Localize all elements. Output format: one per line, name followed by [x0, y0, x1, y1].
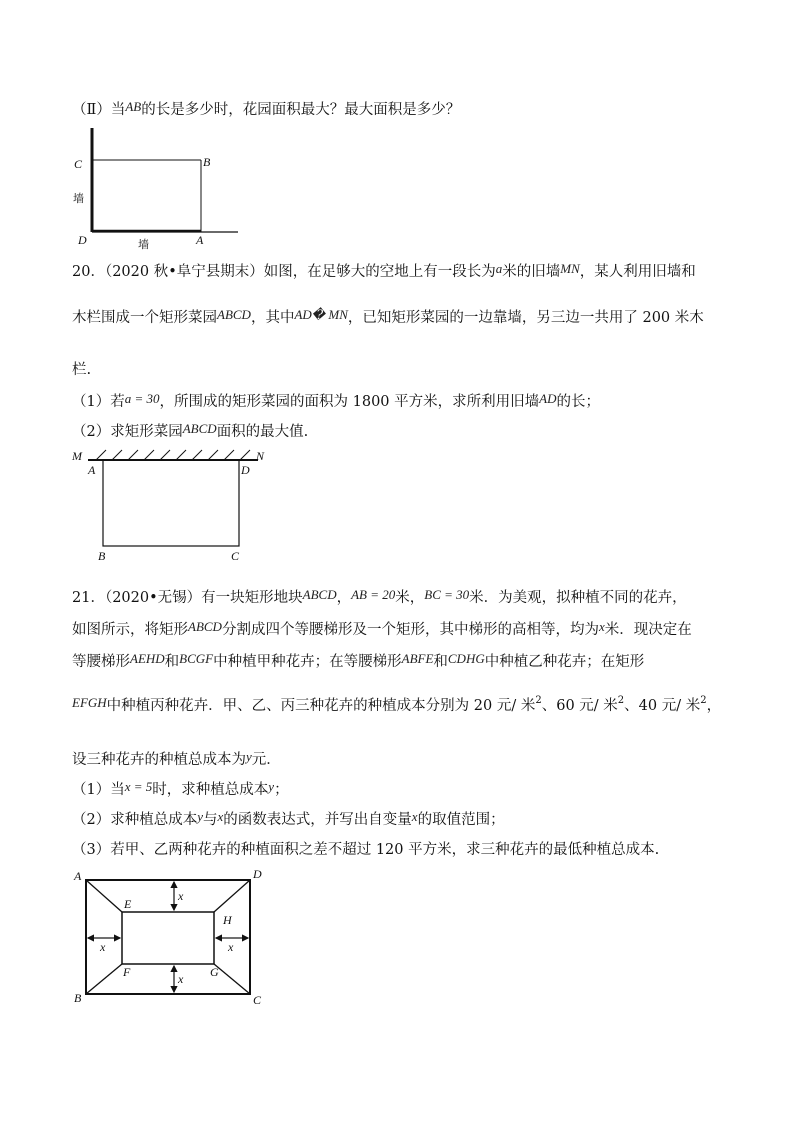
- q20-line2: 木栏围成一个矩形菜园ABCD，其中AD� MN，已知矩形菜园的一边靠墙，另三边一共用了 200 米木: [72, 307, 704, 326]
- q20-part2: （2）求矩形菜园ABCD面积的最大值.: [72, 421, 309, 440]
- q21-line1: 21．（2020•无锡）有一块矩形地块ABCD，AB = 20米，BC = 30米．为美观，拟种植不同的花卉，: [72, 587, 687, 606]
- label-c: C: [74, 157, 83, 171]
- q20-line1: 20．（2020 秋•阜宁县期末）如图，在足够大的空地上有一段长为a米的旧墙MN，某人利用旧墙和: [72, 261, 696, 280]
- figure-garden-walls: [70, 120, 250, 250]
- label-wall-left: 墙: [73, 192, 84, 205]
- label-x-left: x: [100, 940, 106, 954]
- q21-line3: 等腰梯形AEHD和BCGF中种植甲种花卉；在等腰梯形ABFE和CDHG中种植乙种花卉；在矩形: [72, 651, 645, 670]
- label-n: N: [256, 449, 265, 463]
- q21-part1: （1）当x = 5时，求种植总成本y；: [72, 779, 289, 798]
- q21-part2: （2）求种植总成本y与x的函数表达式，并写出自变量x的取值范围；: [72, 809, 505, 828]
- label-b: B: [74, 991, 82, 1005]
- label-e: E: [124, 897, 132, 911]
- figure-flower-beds: [72, 866, 272, 1016]
- label-x-bottom: x: [178, 972, 184, 986]
- label-c: C: [253, 993, 262, 1007]
- label-d: D: [253, 867, 262, 881]
- label-x-right: x: [228, 940, 234, 954]
- q21-part3: （3）若甲、乙两种花卉的种植面积之差不超过 120 平方米，求三种花卉的最低种植总成本.: [72, 842, 660, 858]
- q21-line4: EFGH中种植丙种花卉．甲、乙、丙三种花卉的种植成本分别为 20 元/ 米$^2$、60 元/ 米$^2$、40 元/ 米$^2$，: [72, 695, 722, 714]
- label-x-top: x: [178, 889, 184, 903]
- label-a: A: [196, 233, 204, 247]
- label-b: B: [203, 155, 211, 169]
- label-m: M: [72, 449, 82, 463]
- label-d: D: [78, 233, 87, 247]
- label-wall-bottom: 墙: [138, 238, 149, 251]
- figure-vegetable-garden: [70, 446, 280, 566]
- label-g: G: [210, 965, 219, 979]
- label-b: B: [98, 549, 106, 563]
- q20-line3: 栏.: [72, 362, 92, 378]
- label-a: A: [74, 869, 82, 883]
- q21-line5: 设三种花卉的种植总成本为y元．: [72, 749, 281, 768]
- q19-part2: （Ⅱ）当AB的长是多少时，花园面积最大？最大面积是多少？: [72, 99, 461, 118]
- q21-line2: 如图所示，将矩形ABCD分割成四个等腰梯形及一个矩形，其中梯形的高相等，均为x米．现决定在: [72, 619, 692, 638]
- label-a: A: [88, 463, 96, 477]
- label-f: F: [123, 965, 131, 979]
- math-ab: AB: [125, 99, 142, 114]
- label-d: D: [241, 463, 250, 477]
- q20-part1: （1）若a = 30，所围成的矩形菜园的面积为 1800 平方米，求所利用旧墙AD的长；: [72, 391, 600, 410]
- label-h: H: [223, 913, 232, 927]
- label-c: C: [231, 549, 240, 563]
